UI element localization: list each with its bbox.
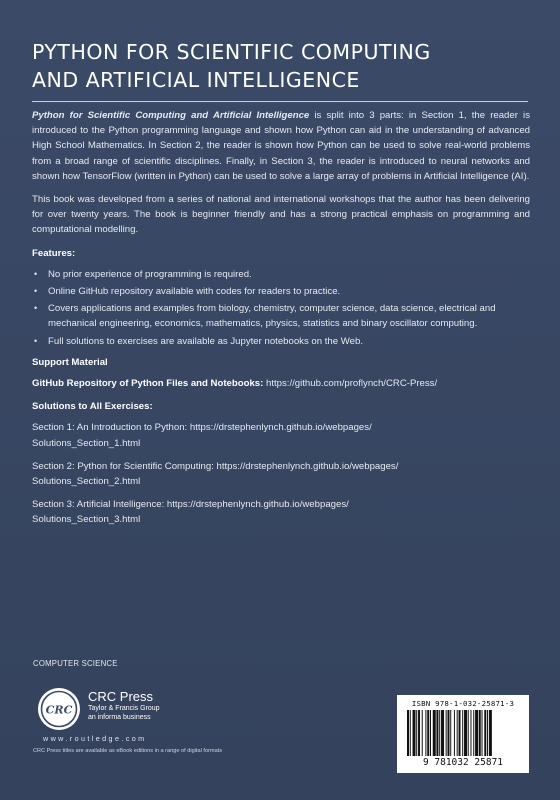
feature-item: • Online GitHub repository available with codes for readers to practice. [32, 284, 530, 299]
github-link[interactable]: https://github.com/proflynch/CRC-Press/ [263, 378, 438, 390]
github-label: GitHub Repository of Python Files and Notebooks: [32, 378, 264, 390]
isbn-text: ISBN 978-1-032-25871-3 [411, 699, 515, 708]
ebook-note: CRC Press titles are available as eBook editions in a range of digital formats [33, 748, 223, 754]
intro-book-title: Python for Scientific Computing and Artificial Intelligence [32, 110, 310, 121]
intro-text: is split into 3 parts: in Section 1, the reader is introduced to the Python programming language and shown how Python can aid in the understanding of advanced High School Mathematics. In Section 2, the reader is shown how Python can be used to solve real-world problems from a broad range of scientific disciplines. Finally, in Section 3, the reader is introduced to neural networks and shown how TensorFlow (written in Python) can be used to solve a large array of problems in Artificial Intelligence (AI). [32, 110, 530, 182]
bullet-icon: • [34, 335, 38, 346]
title-divider [32, 101, 528, 102]
blurb [32, 108, 530, 536]
barcode [397, 695, 529, 773]
bullet-icon: • [34, 268, 38, 279]
publisher-business: an informa business [88, 714, 151, 721]
barcode-icon [407, 710, 519, 756]
intro-paragraph [32, 108, 530, 184]
bullet-icon: • [34, 303, 38, 314]
feature-item: • No prior experience of programming is required. [32, 267, 530, 282]
features-list [32, 267, 530, 349]
title-line-1: PYTHON FOR SCIENTIFIC COMPUTING [32, 40, 431, 64]
github-row [32, 376, 530, 391]
svg-text:CRC: CRC [45, 703, 73, 717]
book-title [32, 38, 532, 94]
crc-seal-icon [36, 686, 82, 732]
solution-section-1[interactable]: Section 1: An Introduction to Python: https://drstephenlynch.github.io/webpages/ Solutions_Section_1.html [32, 422, 372, 449]
publisher-group: Taylor & Francis Group [88, 705, 160, 712]
solution-section-2[interactable]: Section 2: Python for Scientific Computing: https://drstephenlynch.github.io/webpages/ Solutions_Section_2.html [32, 460, 399, 488]
support-heading: Support Material [32, 356, 108, 368]
features-heading: Features: [32, 247, 76, 259]
title-line-2: AND ARTIFICIAL INTELLIGENCE [32, 68, 360, 92]
feature-item: • Covers applications and examples from biology, chemistry, computer science, data science, electrical and mechanical engineering, economics, mathematics, physics, statistics and binary oscillator computing. [34, 303, 496, 330]
bullet-icon: • [34, 286, 38, 297]
publisher-logo [36, 686, 186, 732]
solution-section-3[interactable]: Section 3: Artificial Intelligence: https://drstephenlynch.github.io/webpages/ Solutions_Section_3.html [32, 499, 349, 526]
workshop-paragraph: This book was developed from a series of national and international workshops that the author has been delivering for over twenty years. The book is beginner friendly and has a strong practical emphasis on programming and computational modelling. [32, 194, 530, 236]
website-link[interactable]: www.routledge.com [43, 734, 147, 743]
feature-item: • Full solutions to exercises are available as Jupyter notebooks on the Web. [32, 334, 530, 349]
category-label: COMPUTER SCIENCE [33, 659, 118, 668]
barcode-digits: 9 781032 25871 [422, 757, 504, 768]
publisher-name: CRC Press [88, 689, 154, 704]
solutions-heading: Solutions to All Exercises: [32, 401, 153, 413]
publisher-text [88, 690, 160, 722]
